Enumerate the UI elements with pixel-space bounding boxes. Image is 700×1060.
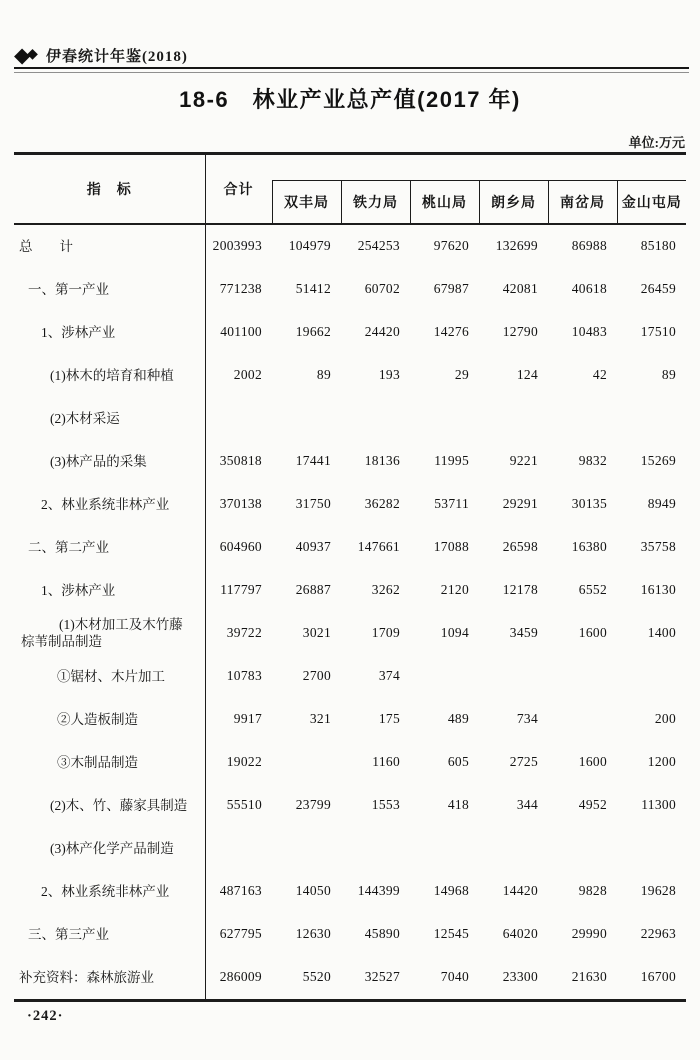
row-label-text: 1、涉林产业 — [41, 582, 116, 598]
cell-value: 30135 — [571, 496, 607, 511]
cell-value: 605 — [447, 754, 469, 769]
row-label — [14, 526, 205, 569]
cell-value: 604960 — [219, 539, 262, 554]
cell-value: 321 — [309, 711, 331, 726]
cell-value — [410, 397, 479, 440]
row-label-text: ①锯材、木片加工 — [57, 668, 165, 684]
row-label — [14, 397, 205, 440]
col-header-bureau: 双丰局 — [272, 181, 341, 224]
cell-value: 147661 — [357, 539, 400, 554]
cell-value: 60702 — [364, 281, 400, 296]
col-header-indicator: 指 标 — [14, 154, 205, 224]
cell-value: 5520 — [302, 969, 331, 984]
cell-value: 86988 — [571, 238, 607, 253]
page-number: ·242· — [27, 1008, 64, 1024]
cell-value: 350818 — [219, 453, 262, 468]
cell-value: 132699 — [495, 238, 538, 253]
cell-value: 22963 — [640, 926, 676, 941]
cell-value: 26598 — [502, 539, 538, 554]
cell-value: 89 — [316, 367, 331, 382]
cell-value: 85180 — [640, 238, 676, 253]
table-row — [14, 311, 686, 354]
cell-value: 10483 — [571, 324, 607, 339]
table-row — [14, 224, 686, 268]
cell-value: 2003993 — [212, 238, 262, 253]
cell-value: 42081 — [502, 281, 538, 296]
cell-value: 1160 — [372, 754, 400, 769]
cell-value: 40618 — [571, 281, 607, 296]
col-header-total: 合计 — [205, 154, 272, 224]
cell-value — [479, 827, 548, 870]
cell-value: 40937 — [295, 539, 331, 554]
cell-value: 2002 — [233, 367, 262, 382]
table-row — [14, 698, 686, 741]
row-label-text: 补充资料：森林旅游业 — [19, 969, 154, 985]
cell-value: 21630 — [571, 969, 607, 984]
diamond-icon: ◆ — [14, 42, 31, 67]
page-title: 18-6 林业产业总产值(2017 年) — [179, 87, 521, 112]
row-label-text: 2、林业系统非林产业 — [41, 496, 170, 512]
table-row — [14, 569, 686, 612]
cell-value: 45890 — [364, 926, 400, 941]
header-spacer — [272, 154, 686, 181]
cell-value: 29 — [454, 367, 469, 382]
cell-value: 489 — [447, 711, 469, 726]
row-label — [14, 311, 205, 354]
cell-value: 29291 — [502, 496, 538, 511]
cell-value: 53711 — [434, 496, 469, 511]
cell-value — [341, 827, 410, 870]
cell-value: 771238 — [219, 281, 262, 296]
cell-value: 18136 — [364, 453, 400, 468]
cell-value: 344 — [516, 797, 538, 812]
cell-value: 1553 — [371, 797, 400, 812]
row-label-text: (2)木材采运 — [50, 410, 120, 426]
cell-value — [205, 827, 272, 870]
cell-value: 1094 — [440, 625, 469, 640]
cell-value: 16130 — [640, 582, 676, 597]
cell-value: 17510 — [640, 324, 676, 339]
cell-value: 14968 — [433, 883, 469, 898]
table-row — [14, 956, 686, 1001]
col-header-bureau: 朗乡局 — [479, 181, 548, 224]
cell-value — [548, 827, 617, 870]
table-row — [14, 612, 686, 655]
cell-value: 16700 — [640, 969, 676, 984]
cell-value: 39722 — [226, 625, 262, 640]
row-label — [14, 956, 205, 1001]
table-row — [14, 268, 686, 311]
cell-value: 1709 — [371, 625, 400, 640]
row-label — [14, 741, 205, 784]
row-label-text: (3)林产品的采集 — [50, 453, 147, 469]
cell-value: 89 — [661, 367, 676, 382]
cell-value: 3021 — [302, 625, 331, 640]
cell-value: 3262 — [371, 582, 400, 597]
row-label — [14, 655, 205, 698]
cell-value — [272, 827, 341, 870]
cell-value: 26887 — [295, 582, 331, 597]
cell-value: 487163 — [219, 883, 262, 898]
cell-value: 734 — [516, 711, 538, 726]
cell-value: 9832 — [578, 453, 607, 468]
row-label-text: 二、第二产业 — [28, 539, 109, 555]
row-label-text: 1、涉林产业 — [41, 324, 116, 340]
cell-value — [548, 397, 617, 440]
row-label-text: 2、林业系统非林产业 — [41, 883, 170, 899]
cell-value: 254253 — [357, 238, 400, 253]
cell-value — [617, 827, 686, 870]
cell-value: 8949 — [647, 496, 676, 511]
row-label-text: 一、第一产业 — [28, 281, 109, 297]
cell-value: 370138 — [219, 496, 262, 511]
table-row — [14, 397, 686, 440]
diamond-icon: ◆ — [27, 47, 38, 62]
row-label — [14, 224, 205, 268]
cell-value: 14420 — [502, 883, 538, 898]
cell-value — [272, 741, 341, 784]
cell-value: 14050 — [295, 883, 331, 898]
cell-value: 10783 — [226, 668, 262, 683]
row-label — [14, 354, 205, 397]
cell-value: 23300 — [502, 969, 538, 984]
cell-value: 97620 — [433, 238, 469, 253]
cell-value: 26459 — [640, 281, 676, 296]
cell-value: 175 — [378, 711, 400, 726]
cell-value: 6552 — [578, 582, 607, 597]
cell-value: 29990 — [571, 926, 607, 941]
cell-value: 64020 — [502, 926, 538, 941]
table-row — [14, 870, 686, 913]
cell-value — [272, 397, 341, 440]
cell-value: 12545 — [433, 926, 469, 941]
table-row — [14, 655, 686, 698]
row-label — [14, 612, 205, 655]
cell-value: 12178 — [502, 582, 538, 597]
row-label — [14, 698, 205, 741]
cell-value: 144399 — [357, 883, 400, 898]
row-label — [14, 784, 205, 827]
cell-value: 2120 — [440, 582, 469, 597]
cell-value: 23799 — [295, 797, 331, 812]
cell-value — [548, 655, 617, 698]
cell-value — [617, 397, 686, 440]
col-header-bureau: 金山屯局 — [617, 181, 686, 224]
cell-value — [410, 827, 479, 870]
row-label-text: 三、第三产业 — [28, 926, 109, 942]
cell-value: 4952 — [578, 797, 607, 812]
cell-value: 1400 — [647, 625, 676, 640]
cell-value: 12790 — [502, 324, 538, 339]
cell-value: 67987 — [433, 281, 469, 296]
col-header-bureau: 铁力局 — [341, 181, 410, 224]
table-row — [14, 827, 686, 870]
table-row — [14, 741, 686, 784]
row-label-text: (2)木、竹、藤家具制造 — [50, 797, 188, 813]
cell-value: 124 — [516, 367, 538, 382]
row-label-text: 棕苇制品制造 — [21, 634, 102, 649]
table-row — [14, 440, 686, 483]
cell-value: 627795 — [219, 926, 262, 941]
cell-value: 15269 — [640, 453, 676, 468]
cell-value: 19022 — [226, 754, 262, 769]
row-label — [14, 870, 205, 913]
cell-value: 286009 — [219, 969, 262, 984]
unit-note: 单位:万元 — [628, 135, 685, 150]
row-label-text: (1)林木的培育和种植 — [50, 367, 174, 383]
row-label — [14, 268, 205, 311]
cell-value: 2700 — [302, 668, 331, 683]
row-label-text: ③木制品制造 — [57, 754, 138, 770]
cell-value: 200 — [654, 711, 676, 726]
col-header-bureau: 桃山局 — [410, 181, 479, 224]
cell-value: 2725 — [509, 754, 538, 769]
cell-value: 16380 — [571, 539, 607, 554]
cell-value: 374 — [378, 668, 400, 683]
cell-value — [479, 655, 548, 698]
table-row — [14, 784, 686, 827]
cell-value — [479, 397, 548, 440]
cell-value: 17088 — [433, 539, 469, 554]
row-label-text: (3)林产化学产品制造 — [50, 840, 174, 856]
row-label-text: (1)木材加工及木竹藤 — [59, 617, 183, 632]
cell-value: 9917 — [233, 711, 262, 726]
cell-value: 51412 — [295, 281, 331, 296]
cell-value: 17441 — [295, 453, 331, 468]
cell-value: 193 — [378, 367, 400, 382]
cell-value: 42 — [592, 367, 607, 382]
table-row — [14, 913, 686, 956]
cell-value: 3459 — [509, 625, 538, 640]
table-row — [14, 483, 686, 526]
stats-table — [14, 152, 686, 1002]
cell-value: 1600 — [578, 625, 607, 640]
row-label-text: 总 计 — [19, 238, 73, 254]
cell-value — [617, 655, 686, 698]
cell-value — [341, 397, 410, 440]
col-header-bureau: 南岔局 — [548, 181, 617, 224]
cell-value: 31750 — [295, 496, 331, 511]
cell-value — [548, 698, 617, 741]
row-label — [14, 569, 205, 612]
book-header — [14, 44, 188, 66]
cell-value: 418 — [447, 797, 469, 812]
row-label — [14, 827, 205, 870]
cell-value: 117797 — [220, 582, 262, 597]
book-title: 伊春统计年鉴(2018) — [45, 48, 188, 65]
cell-value: 104979 — [288, 238, 331, 253]
cell-value: 14276 — [433, 324, 469, 339]
cell-value: 36282 — [364, 496, 400, 511]
table-row — [14, 354, 686, 397]
cell-value: 24420 — [364, 324, 400, 339]
cell-value: 11300 — [641, 797, 676, 812]
cell-value — [205, 397, 272, 440]
row-label — [14, 440, 205, 483]
cell-value: 55510 — [226, 797, 262, 812]
row-label — [14, 913, 205, 956]
header-divider — [14, 67, 689, 73]
cell-value: 19628 — [640, 883, 676, 898]
cell-value: 9221 — [509, 453, 538, 468]
cell-value: 35758 — [640, 539, 676, 554]
cell-value: 9828 — [578, 883, 607, 898]
cell-value — [410, 655, 479, 698]
cell-value: 7040 — [440, 969, 469, 984]
cell-value: 1200 — [647, 754, 676, 769]
cell-value: 32527 — [364, 969, 400, 984]
cell-value: 1600 — [578, 754, 607, 769]
cell-value: 11995 — [434, 453, 469, 468]
cell-value: 12630 — [295, 926, 331, 941]
row-label-text: ②人造板制造 — [57, 711, 138, 727]
cell-value: 401100 — [220, 324, 262, 339]
table-row — [14, 526, 686, 569]
row-label — [14, 483, 205, 526]
cell-value: 19662 — [295, 324, 331, 339]
